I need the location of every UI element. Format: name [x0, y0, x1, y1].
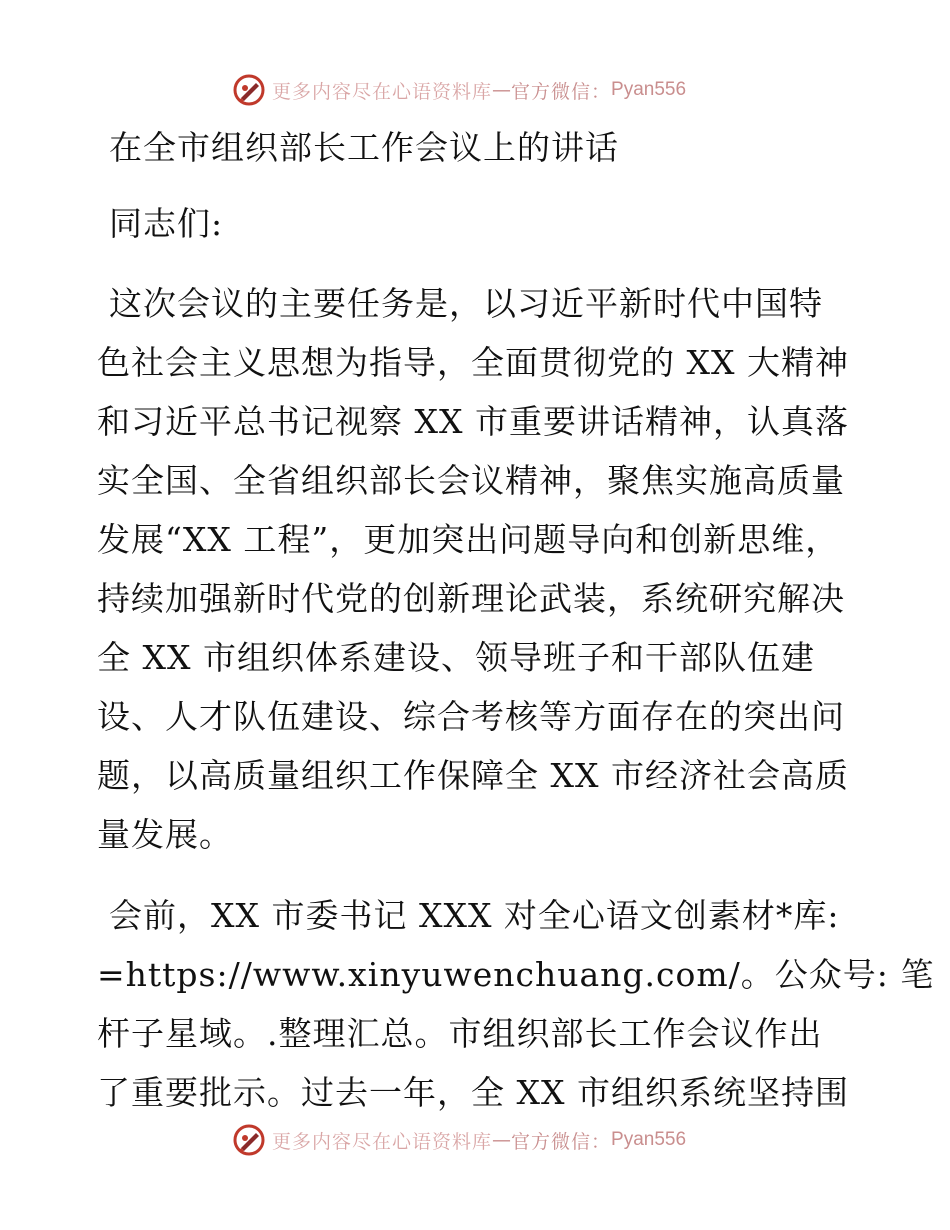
- paragraph-line: 杆子星域。.整理汇总。市组织部长工作会议作出: [97, 1014, 823, 1053]
- watermark-separator: —: [492, 1129, 512, 1151]
- paragraph-line: 了重要批示。过去一年，全 XX 市组织系统坚持围: [97, 1073, 849, 1112]
- paragraph-line: 全 XX 市组织体系建设、领导班子和干部队伍建: [97, 638, 815, 677]
- pen-logo-icon: [232, 1123, 266, 1157]
- paragraph-line: 题，以高质量组织工作保障全 XX 市经济社会高质: [97, 756, 849, 795]
- greeting-text: 同志们:: [109, 204, 224, 243]
- paragraph-line-url: =https://www.xinyuwenchuang.com/。公众号: 笔: [97, 955, 935, 994]
- paragraph-line: 持续加强新时代党的创新理论武装，系统研究解决: [97, 579, 845, 618]
- paragraph-line: 和习近平总书记视察 XX 市重要讲话精神，认真落: [97, 402, 849, 441]
- paragraph-line: 设、人才队伍建设、综合考核等方面存在的突出问: [97, 697, 845, 736]
- watermark-official-label: 官方微信：: [511, 1130, 612, 1153]
- paragraph-line: 这次会议的主要任务是，以习近平新时代中国特: [109, 284, 823, 323]
- watermark-brand-text: 更多内容尽在心语资料库: [272, 1130, 493, 1153]
- watermark-official-label: 官方微信：: [511, 80, 612, 103]
- header-watermark-banner: [232, 72, 686, 108]
- watermark-wechat-id: Pyan556: [611, 1129, 687, 1150]
- paragraph-1: [97, 274, 857, 864]
- paragraph-2: [97, 886, 935, 1122]
- paragraph-line: 色社会主义思想为指导，全面贯彻党的 XX 大精神: [97, 343, 849, 382]
- document-body: [97, 120, 935, 1122]
- paragraph-line: 会前，XX 市委书记 XXX 对全心语文创素材*库:: [109, 896, 840, 935]
- watermark-brand-text: 更多内容尽在心语资料库: [272, 80, 493, 103]
- watermark-wechat-id: Pyan556: [611, 79, 687, 100]
- footer-watermark-banner: [232, 1122, 686, 1158]
- paragraph-line: 发展“XX 工程”，更加突出问题导向和创新思维，: [97, 520, 840, 559]
- paragraph-line: 量发展。: [97, 815, 233, 854]
- paragraph-line: 实全国、全省组织部长会议精神，聚焦实施高质量: [97, 461, 845, 500]
- pen-logo-icon: [232, 73, 266, 107]
- watermark-separator: —: [492, 79, 512, 101]
- document-title: 在全市组织部长工作会议上的讲话: [109, 128, 619, 167]
